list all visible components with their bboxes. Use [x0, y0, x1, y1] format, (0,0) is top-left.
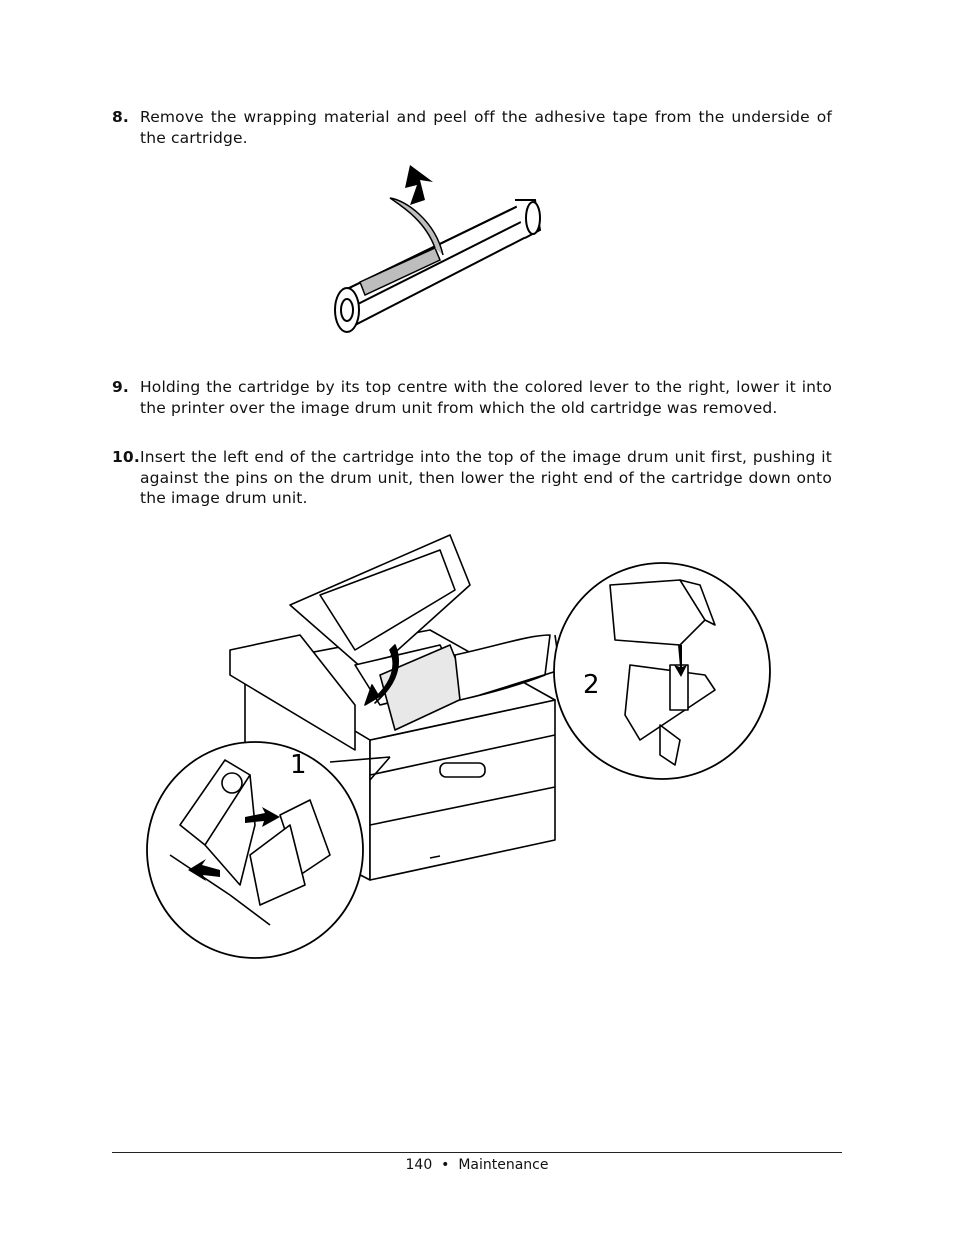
footer-divider	[112, 1152, 842, 1153]
callout-detail-1	[147, 742, 363, 958]
page-footer	[0, 1157, 954, 1173]
arrow-up-icon	[405, 165, 433, 205]
step-number: 10.	[112, 448, 140, 466]
footer-separator: •	[441, 1157, 450, 1173]
step-number: 8.	[112, 108, 129, 126]
callout-detail-2	[554, 563, 770, 779]
step-9	[112, 377, 832, 418]
printer-cartridge-insertion-illustration	[140, 525, 780, 960]
footer-section: Maintenance	[458, 1157, 549, 1173]
callout-number: 2	[583, 670, 600, 700]
step-text: Insert the left end of the cartridge into the top of the image drum unit first, pushing it against the pins on the drum unit, then lower the right end of the cartridge down onto the image drum unit.	[140, 448, 832, 507]
page-number: 140	[405, 1157, 433, 1173]
step-text: Holding the cartridge by its top centre with the colored lever to the right, lower it into the printer over the image drum unit from which the old cartridge was removed.	[140, 378, 832, 417]
callout-number: 1	[290, 750, 307, 780]
step-text: Remove the wrapping material and peel off the adhesive tape from the underside of the cartridge.	[140, 108, 832, 147]
step-number: 9.	[112, 378, 129, 396]
step-8	[112, 107, 832, 148]
step-10	[112, 447, 832, 509]
toner-cartridge-illustration	[325, 160, 550, 350]
